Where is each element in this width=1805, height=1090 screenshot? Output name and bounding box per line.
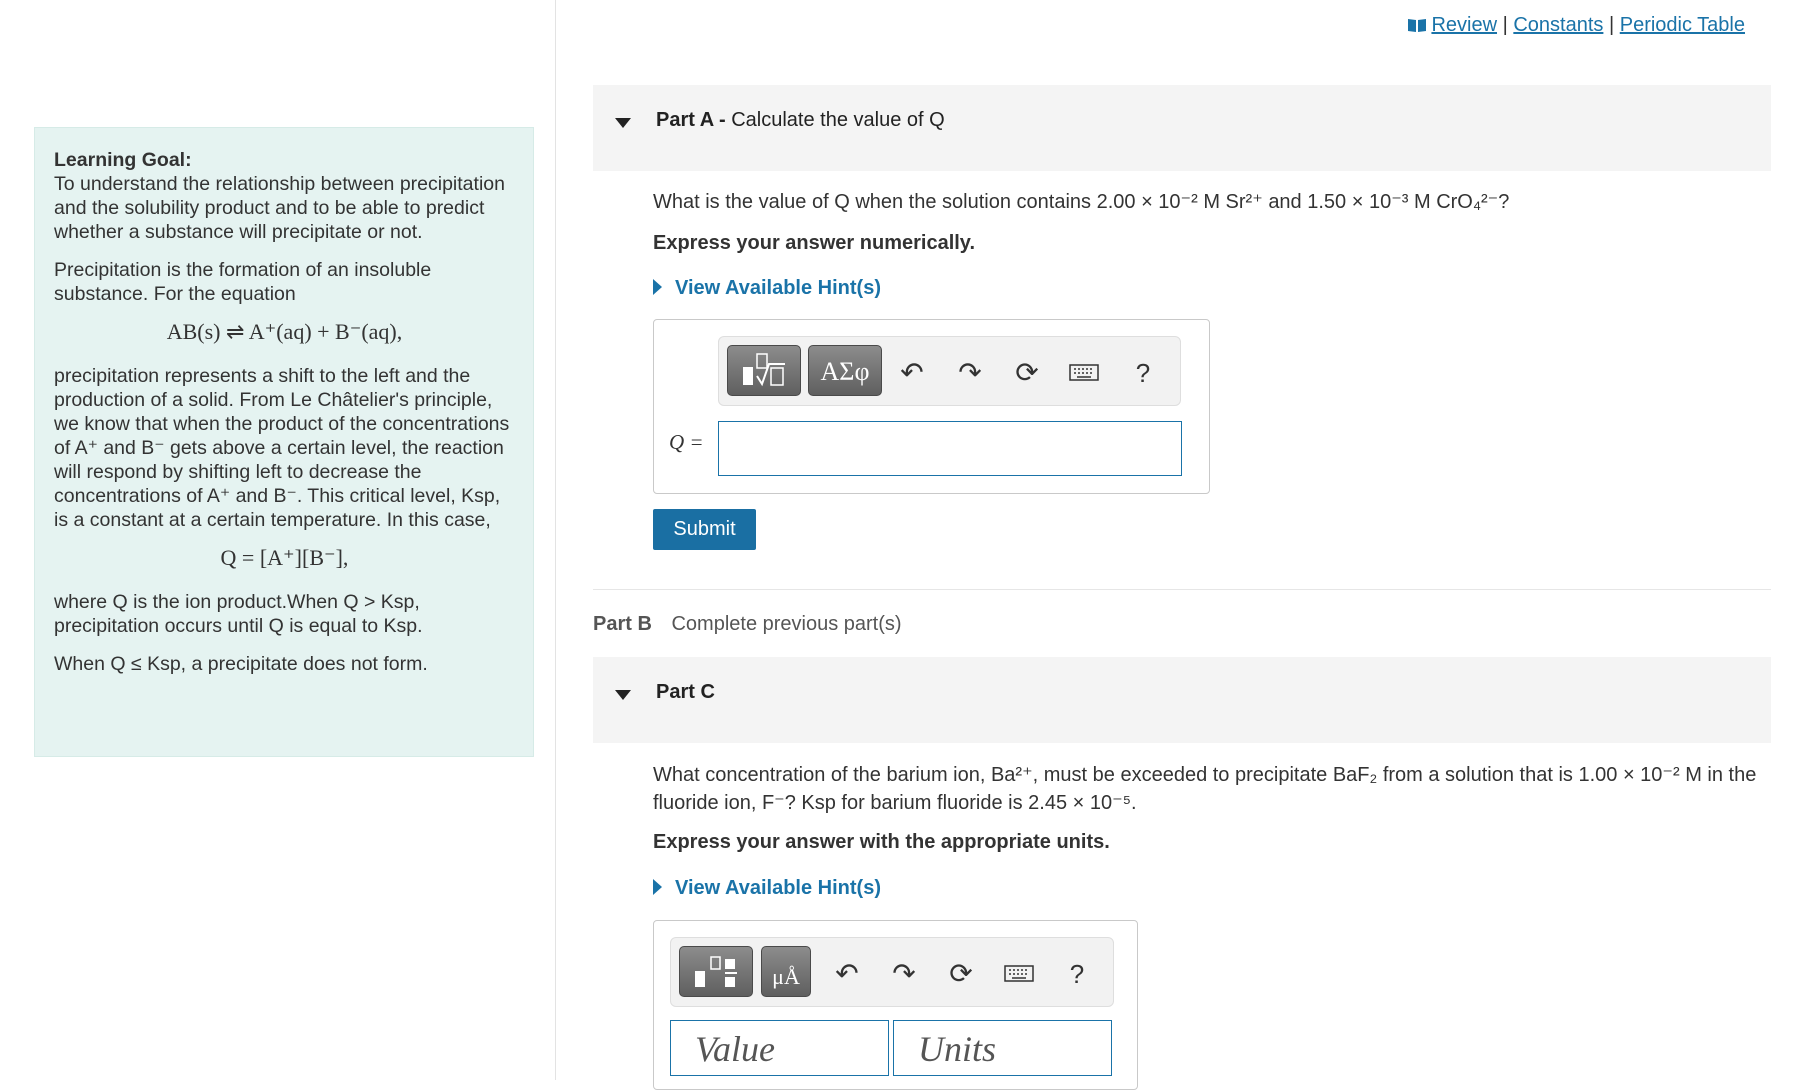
no-precipitate-paragraph: When Q ≤ Ksp, a precipitate does not form. [54,653,428,675]
part-b-status: Complete previous part(s) [671,613,902,635]
part-c-answer-box [653,920,1138,1090]
constants-link[interactable]: Constants [1513,14,1604,36]
link-separator: | [1608,14,1615,36]
part-b-row [593,613,902,636]
hint-label: View Available Hint(s) [675,277,881,299]
ion-product-paragraph: where Q is the ion product.When Q > Ksp, precipitation occurs until Q is equal to Ksp. [54,591,423,637]
equilibrium-equation: AB(s) ⇌ A⁺(aq) + B⁻(aq), [166,319,403,344]
hint-label: View Available Hint(s) [675,877,881,899]
collapse-caret-icon[interactable] [615,118,631,128]
redo-icon[interactable]: ↷ [892,958,916,989]
part-c-title [656,681,715,704]
review-link[interactable]: Review [1431,14,1498,36]
part-a-hint-toggle[interactable] [653,277,881,300]
learning-goal-text: To understand the relationship between precipitation and the solubility product and to be able to predict whether a substance will precipitate or not. [54,173,505,243]
part-a-header[interactable] [593,85,1771,171]
section-divider [593,589,1771,590]
left-panel [0,0,556,1080]
templates-icon [683,951,749,993]
ion-product-equation: Q = [A⁺][B⁻], [220,545,349,570]
help-icon[interactable]: ? [1135,358,1151,388]
expand-triangle-icon [653,279,662,295]
resource-links [1407,14,1745,37]
math-toolbar [718,336,1181,406]
help-icon[interactable]: ? [1069,959,1085,989]
part-c-instruction: Express your answer with the appropriate units. [653,831,1110,853]
units-button[interactable]: μÅ [761,946,811,997]
part-c-question: What concentration of the barium ion, Ba²⁺, must be exceeded to precipitate BaF₂ from a solution that is 1.00 × 10⁻² M in the fluoride ion, F⁻? Ksp for barium fluoride is 2.45 × 10⁻⁵. [653,764,1757,814]
collapse-caret-icon[interactable] [615,690,631,700]
units-input[interactable] [893,1020,1112,1076]
templates-button[interactable] [679,946,753,997]
expand-triangle-icon [653,879,662,895]
undo-icon[interactable]: ↶ [835,958,859,989]
reset-icon[interactable]: ⟳ [1015,357,1039,388]
undo-icon[interactable]: ↶ [900,357,924,388]
value-placeholder: Value [695,1029,775,1069]
templates-icon [731,350,797,392]
value-input[interactable] [670,1020,889,1076]
units-toolbar [670,937,1114,1007]
part-c-header[interactable] [593,657,1771,743]
learning-goal-box [34,127,534,757]
reset-icon[interactable]: ⟳ [949,958,973,989]
learning-goal-title: Learning Goal: [54,149,192,171]
part-a-question: What is the value of Q when the solution contains 2.00 × 10⁻² M Sr²⁺ and 1.50 × 10⁻³ M CrO₄²⁻? [653,191,1510,213]
templates-button[interactable] [727,345,801,396]
greek-symbols-button[interactable]: ΑΣφ [808,345,882,396]
keyboard-icon[interactable] [1066,357,1102,389]
submit-button[interactable]: Submit [653,509,756,550]
periodic-table-link[interactable]: Periodic Table [1619,14,1745,36]
link-separator: | [1502,14,1508,36]
part-a-instruction: Express your answer numerically. [653,232,976,254]
part-a-answer-box [653,319,1210,494]
part-c-hint-toggle[interactable] [653,877,881,900]
part-a-heading: Calculate the value of Q [731,109,945,131]
book-icon [1407,17,1427,33]
part-b-label: Part B [593,613,652,635]
precipitation-intro: Precipitation is the formation of an insoluble substance. For the equation [54,259,432,305]
keyboard-icon[interactable] [1001,958,1037,990]
le-chatelier-paragraph: precipitation represents a shift to the left and the production of a solid. From Le Châtelier's principle, we know that when the product of the concentrations of A⁺ and B⁻ gets above a certain level, the reaction will respond by shifting left to decrease the concentrations of A⁺ and B⁻. This critical level, Ksp, is a constant at a certain temperature. In this case, [54,365,510,531]
q-variable-label: Q = [669,430,704,454]
units-placeholder: Units [918,1029,997,1069]
redo-icon[interactable]: ↷ [958,357,982,388]
q-answer-input[interactable] [718,421,1182,476]
part-a-label: Part A - [656,109,726,131]
part-c-label: Part C [656,681,715,703]
part-a-title [656,109,945,132]
